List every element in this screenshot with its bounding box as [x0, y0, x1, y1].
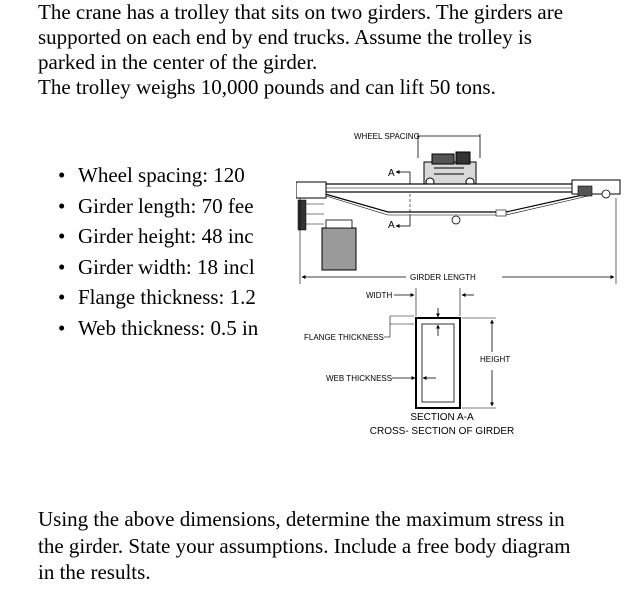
- spec-list: [58, 160, 270, 343]
- crane-diagram: [296, 124, 626, 444]
- section-marker-bottom: [388, 216, 410, 231]
- intro-line-1: The crane has a trolley that sits on two girders. The girders are: [38, 0, 564, 24]
- question-line-2: the girder. State your assumptions. Include a free body diagram: [38, 533, 571, 558]
- section-title: SECTION A-A: [410, 412, 474, 423]
- end-truck-right: [572, 180, 620, 198]
- wheel-spacing-label: WHEEL SPACING: [354, 132, 420, 141]
- spec-flange-thickness: • Flange thickness: 1.2: [58, 282, 270, 313]
- spec-web-thickness: • Web thickness: 0.5 in: [58, 313, 270, 344]
- web-thickness-dimension: [326, 374, 436, 383]
- problem-intro: [38, 0, 638, 100]
- problem-question: [38, 506, 634, 586]
- trolley: [424, 152, 476, 186]
- height-dimension: [462, 318, 510, 408]
- spec-girder-width: • Girder width: 18 incl: [58, 252, 270, 283]
- section-subtitle: CROSS- SECTION OF GIRDER: [369, 426, 515, 437]
- svg-text:A: A: [388, 168, 395, 179]
- web-thickness-label: WEB THICKNESS: [326, 374, 393, 383]
- girder: [300, 184, 616, 224]
- width-dimension: [366, 288, 474, 316]
- spec-wheel-spacing: • Wheel spacing: 120: [58, 160, 270, 191]
- intro-line-3: parked in the center of the girder.: [38, 50, 318, 74]
- flange-thickness-dimension: [304, 308, 438, 342]
- end-truck-left: [296, 182, 326, 230]
- intro-line-4: The trolley weighs 10,000 pounds and can lift 50 tons.: [38, 75, 496, 99]
- operator-cab: [322, 220, 356, 270]
- girder-length-label: GIRDER LENGTH: [410, 273, 476, 282]
- height-label: HEIGHT: [480, 355, 511, 364]
- flange-thickness-label: FLANGE THICKNESS: [304, 333, 384, 342]
- svg-text:A: A: [388, 220, 395, 231]
- spec-girder-height: • Girder height: 48 inc: [58, 221, 270, 252]
- question-line-3: in the results.: [38, 560, 151, 584]
- section-marker-top: [388, 168, 410, 184]
- spec-girder-length: • Girder length: 70 fee: [58, 191, 270, 222]
- intro-line-2: supported on each end by end trucks. Assume the trolley is: [38, 25, 532, 49]
- width-label: WIDTH: [366, 291, 393, 300]
- question-line-1: Using the above dimensions, determine the maximum stress in: [38, 507, 565, 531]
